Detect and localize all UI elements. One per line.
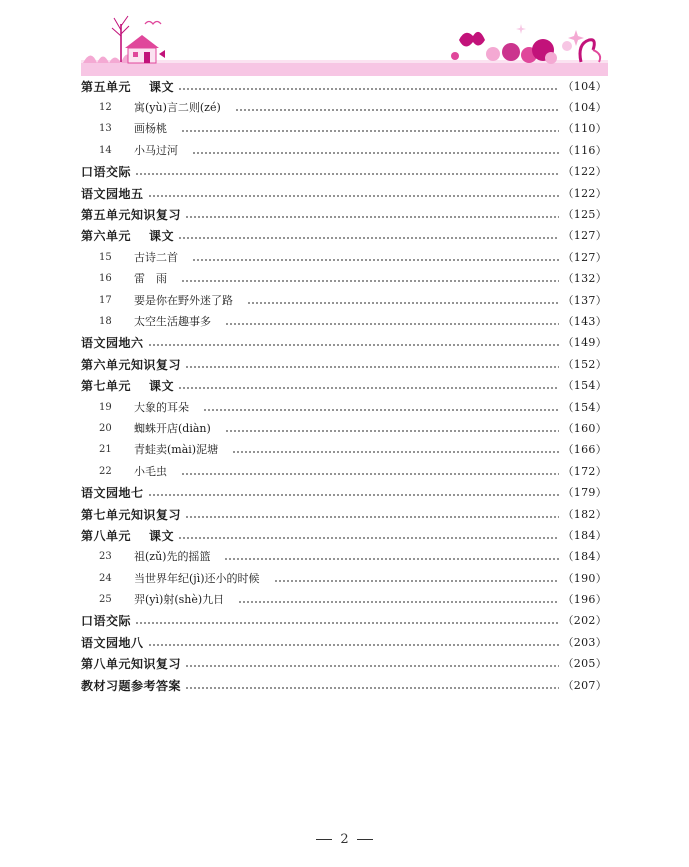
toc-lesson-entry[interactable] [81,140,607,161]
lesson-number: 25 [99,594,112,606]
page-ref: （116） [562,143,607,157]
dot-leader [185,516,558,518]
toc-section-entry[interactable] [81,525,607,546]
lesson-number: 21 [99,444,112,456]
dot-leader [178,537,558,539]
entry-title: 口语交际 [81,165,132,180]
page-ref: （202） [562,614,607,628]
page-ref: （127） [562,250,607,264]
dot-leader [178,88,558,90]
house-icon [125,35,159,63]
dot-leader [178,387,558,389]
dot-leader [238,601,558,603]
dot-leader [224,558,558,560]
dot-leader [181,130,559,132]
toc-lesson-entry[interactable] [81,397,607,418]
entry-subtitle: 课文 [149,79,175,94]
toc-section-entry[interactable] [81,354,607,375]
entry-title: 语文园地五 [81,186,144,201]
toc-section-entry[interactable] [81,183,607,204]
entry-title: 第八单元 [81,528,132,543]
entry-title: 画杨桃 [134,122,167,136]
entry-title: 古诗二首 [134,250,178,264]
toc-section-entry[interactable] [81,654,607,675]
entry-subtitle: 课文 [149,229,175,244]
page-ref: （122） [562,186,607,200]
entry-title: 大象的耳朵 [134,400,189,414]
toc-section-entry[interactable] [81,226,607,247]
entry-title: 羿(yì)射(shè)九日 [134,593,225,607]
lesson-number: 19 [99,401,112,413]
page-ref: （203） [562,635,607,649]
toc-lesson-entry[interactable] [81,119,607,140]
toc-section-entry[interactable] [81,611,607,632]
footer-dash-left [316,839,332,840]
toc-section-entry[interactable] [81,482,607,503]
table-of-contents [81,76,607,696]
page-ref: （154） [562,379,607,393]
dot-leader [232,451,558,453]
lesson-number: 18 [99,315,112,327]
toc-section-entry[interactable] [81,76,607,97]
page-ref: （205） [562,657,607,671]
entry-title: 祖(zǔ)先的摇篮 [134,550,211,564]
toc-lesson-entry[interactable] [81,461,607,482]
lesson-number: 15 [99,251,112,263]
dot-leader [203,409,559,411]
page-ref: （152） [562,357,607,371]
entry-title: 青蛙卖(mài)泥塘 [134,443,219,457]
entry-title: 语文园地八 [81,635,144,650]
page-ref: （137） [562,293,607,307]
entry-title: 第七单元知识复习 [81,507,182,522]
entry-title: 第五单元 [81,79,132,94]
lesson-number: 20 [99,422,112,434]
entry-title: 小马过河 [134,143,178,157]
page-ref: （110） [562,122,607,136]
page-ref: （207） [562,678,607,692]
lesson-number: 12 [99,102,112,114]
dot-leader [181,280,559,282]
dot-leader [148,494,559,496]
entry-title: 第七单元 [81,379,132,394]
page-ref: （149） [562,336,607,350]
dot-leader [135,173,558,175]
toc-lesson-entry[interactable] [81,589,607,610]
entry-title: 第六单元知识复习 [81,357,182,372]
footer-dash-right [357,839,373,840]
page-ref: （143） [562,314,607,328]
entry-title: 第八单元知识复习 [81,657,182,672]
dot-leader [185,687,558,689]
lesson-number: 17 [99,294,112,306]
page-ref: （125） [562,208,607,222]
dot-leader [225,323,559,325]
header-illustration [81,10,608,76]
dot-leader [135,622,558,624]
page-ref: （190） [562,571,607,585]
toc-lesson-entry[interactable] [81,440,607,461]
entry-title: 当世界年纪(jì)还小的时候 [134,571,260,585]
dot-leader [235,109,559,111]
dot-leader [192,259,559,261]
toc-lesson-entry[interactable] [81,97,607,118]
page-ref: （184） [562,528,607,542]
swirl-icon [580,40,600,62]
toc-lesson-entry[interactable] [81,418,607,439]
lesson-number: 16 [99,273,112,285]
dot-leader [148,344,559,346]
page-ref: （179） [562,486,607,500]
toc-lesson-entry[interactable] [81,547,607,568]
toc-lesson-entry[interactable] [81,290,607,311]
entry-title: 第六单元 [81,229,132,244]
page-ref: （132） [562,272,607,286]
entry-title: 语文园地六 [81,336,144,351]
dot-leader [181,473,559,475]
entry-title: 雷 雨 [134,272,167,286]
dot-leader [185,366,558,368]
toc-section-entry[interactable] [81,375,607,396]
dot-leader [148,644,559,646]
dot-leader [247,302,559,304]
toc-lesson-entry[interactable] [81,311,607,332]
toc-lesson-entry[interactable] [81,568,607,589]
dot-leader [185,216,558,218]
entry-title: 寓(yù)言二则(zé) [134,101,221,115]
header-banner [81,10,608,76]
entry-title: 语文园地七 [81,486,144,501]
toc-lesson-entry[interactable] [81,269,607,290]
dot-leader [178,237,558,239]
page-ref: （104） [562,79,607,93]
entry-title: 第五单元知识复习 [81,208,182,223]
entry-title: 教材习题参考答案 [81,678,182,693]
entry-subtitle: 课文 [149,379,175,394]
page-ref: （160） [562,421,607,435]
toc-section-entry[interactable] [81,204,607,225]
toc-section-entry[interactable] [81,675,607,696]
page-ref: （172） [562,464,607,478]
page-ref: （104） [562,101,607,115]
page-ref: （122） [562,165,607,179]
page-footer [0,832,689,847]
dot-leader [185,665,558,667]
entry-title: 口语交际 [81,614,132,629]
page-ref: （127） [562,229,607,243]
lesson-number: 24 [99,572,112,584]
entry-title: 要是你在野外迷了路 [134,293,233,307]
toc-section-entry[interactable] [81,162,607,183]
dot-leader [225,430,559,432]
page-ref: （196） [562,593,607,607]
lesson-number: 22 [99,465,112,477]
lesson-number: 23 [99,551,112,563]
entry-subtitle: 课文 [149,528,175,543]
lesson-number: 14 [99,144,112,156]
dot-leader [192,152,559,154]
page-ref: （182） [562,507,607,521]
entry-title: 太空生活趣事多 [134,314,211,328]
toc-section-entry[interactable] [81,632,607,653]
page-number: 2 [340,832,349,847]
lesson-number: 13 [99,123,112,135]
dot-leader [274,580,559,582]
butterfly-icon [451,32,485,60]
page-ref: （184） [562,550,607,564]
toc-section-entry[interactable] [81,333,607,354]
entry-title: 小毛虫 [134,464,167,478]
toc-lesson-entry[interactable] [81,247,607,268]
entry-title: 蜘蛛开店(diàn) [134,421,211,435]
dot-leader [148,195,559,197]
toc-section-entry[interactable] [81,504,607,525]
header-band [81,63,608,76]
page-ref: （154） [562,400,607,414]
page-ref: （166） [562,443,607,457]
